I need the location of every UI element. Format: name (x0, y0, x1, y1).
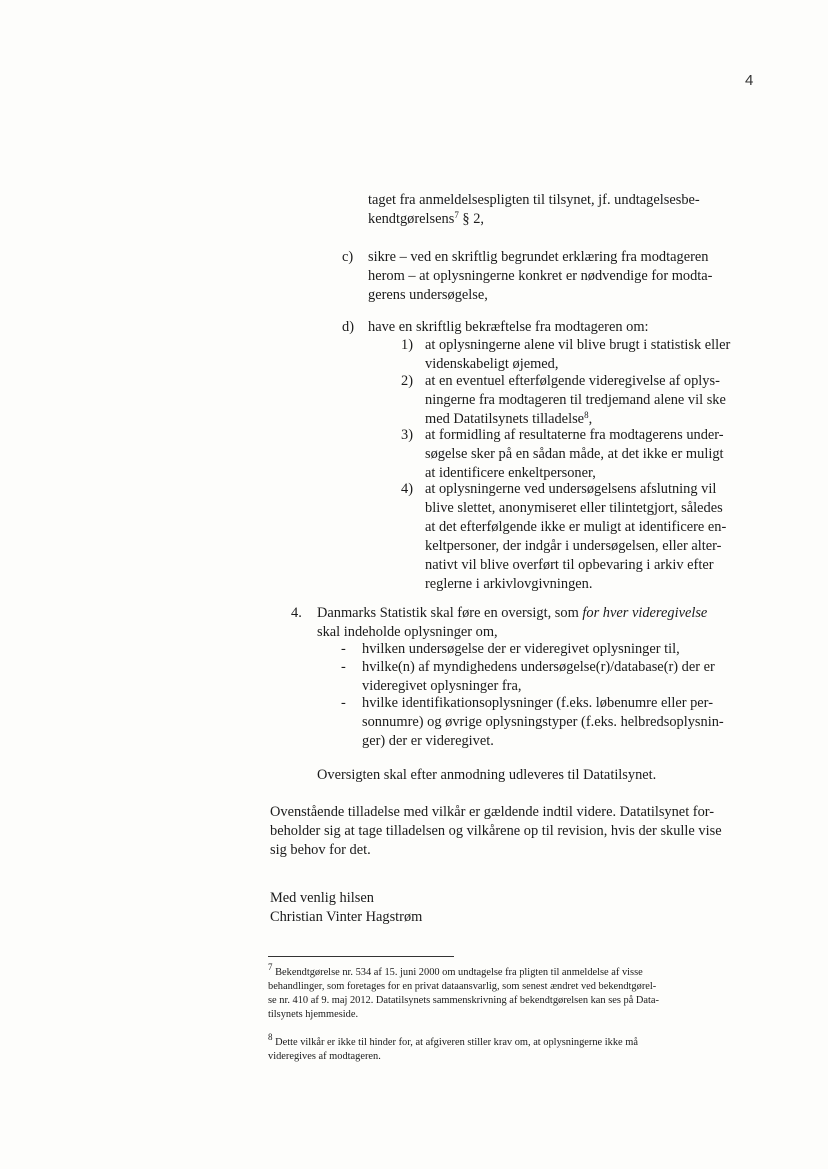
signatory-name: Christian Vinter Hagstrøm (270, 909, 423, 925)
item-c-label: c) (342, 249, 354, 265)
subitem-label: 2) (401, 373, 413, 389)
footnote-ref: 7 (454, 210, 459, 220)
intro-line: taget fra anmeldelsespligten til tilsynet, jf. undtagelsesbe- (368, 192, 700, 208)
bullet-marker: - (341, 659, 346, 675)
bullet-text: hvilke(n) af myndighedens undersøgelse(r)/database(r) der er videregivet oplysninger fra, (362, 659, 715, 694)
footnote-7: $^7$ Bekendtgørelse nr. 534 af 15. juni 2000 om undtagelse fra pligten til anmeldelse af visse behandlinger, som foretages for en privat dataansvarlig, som senest ændret ved bekendtgørel- se nr. 410 af 9. maj 2012. Datatilsynets sammenskrivning af bekendtgørelsen kan ses på Data- tilsynets hjemmeside. (268, 962, 659, 1020)
subitem-label: 1) (401, 337, 413, 353)
subitem-label: 3) (401, 427, 413, 443)
subitem-text: at oplysningerne ved undersøgelsens afslutning vil blive slettet, anonymiseret eller tilintetgjort, således at det efterfølgende ikke er muligt at identificere en- keltpersoner, der indgår i undersøgelsen, eller alter- nativt vil blive overført til opbevaring i arkiv efter reglerne i arkivlovgivningen. (425, 481, 727, 592)
footnote-number: 7 (268, 962, 273, 972)
item-c-line: gerens undersøgelse, (368, 287, 488, 303)
item-c-text (368, 248, 712, 305)
point-4-label: 4. (291, 605, 302, 621)
subitem-text: at en eventuel efterfølgende videregivelse af oplys- ningerne fra modtageren til tredjemand alene vil ske med Datatilsynets tilladelse$^8$, (425, 373, 726, 427)
subitem-text: at formidling af resultaterne fra modtagerens under- søgelse sker på en sådan måde, at det ikke er muligt at identificere enkeltpersoner, (425, 427, 724, 481)
point-4-closing: Oversigten skal efter anmodning udleveres til Datatilsynet. (317, 767, 657, 783)
footnote-ref: 8 (584, 410, 589, 420)
signoff (270, 889, 422, 927)
item-d-label: d) (342, 319, 354, 335)
item-c-line: sikre – ved en skriftlig begrundet erklæring fra modtageren (368, 249, 709, 265)
intro-line: kendtgørelsens$^7$ § 2, (368, 210, 485, 227)
final-paragraph: Ovenstående tilladelse med vilkår er gældende indtil videre. Datatilsynet for- beholder sig at tage tilladelsen og vilkårene op til revision, hvis der skulle vise sig behov for det. (270, 804, 722, 858)
footnote-8: $^8$ Dette vilkår er ikke til hinder for, at afgiveren stiller krav om, at oplysningerne ikke må videregives af modtageren. (268, 1032, 638, 1062)
item-c-line: herom – at oplysningerne konkret er nødvendige for modta- (368, 268, 713, 284)
footnote-divider (268, 956, 454, 957)
italic-emphasis: for hver videregivelse (582, 605, 708, 621)
subitem-label: 4) (401, 481, 413, 497)
point-4-text: Danmarks Statistik skal føre en oversigt, som for hver videregivelse skal indeholde oplysninger om, (317, 605, 708, 640)
bullet-marker: - (341, 695, 346, 711)
bullet-text: hvilken undersøgelse der er videregivet oplysninger til, (362, 641, 680, 657)
bullet-text: hvilke identifikationsoplysninger (f.eks. løbenumre eller per- sonnumre) og øvrige oplysningstyper (f.eks. helbredsoplysnin- ger) der er videregivet. (362, 695, 724, 749)
page-number: 4 (745, 72, 754, 89)
subitem-text: at oplysningerne alene vil blive brugt i statistisk eller videnskabeligt øjemed, (425, 337, 731, 372)
greeting: Med venlig hilsen (270, 890, 374, 906)
footnote-number: 8 (268, 1032, 273, 1042)
item-d-text: have en skriftlig bekræftelse fra modtageren om: (368, 319, 649, 335)
bullet-marker: - (341, 641, 346, 657)
intro-paragraph (368, 191, 700, 229)
